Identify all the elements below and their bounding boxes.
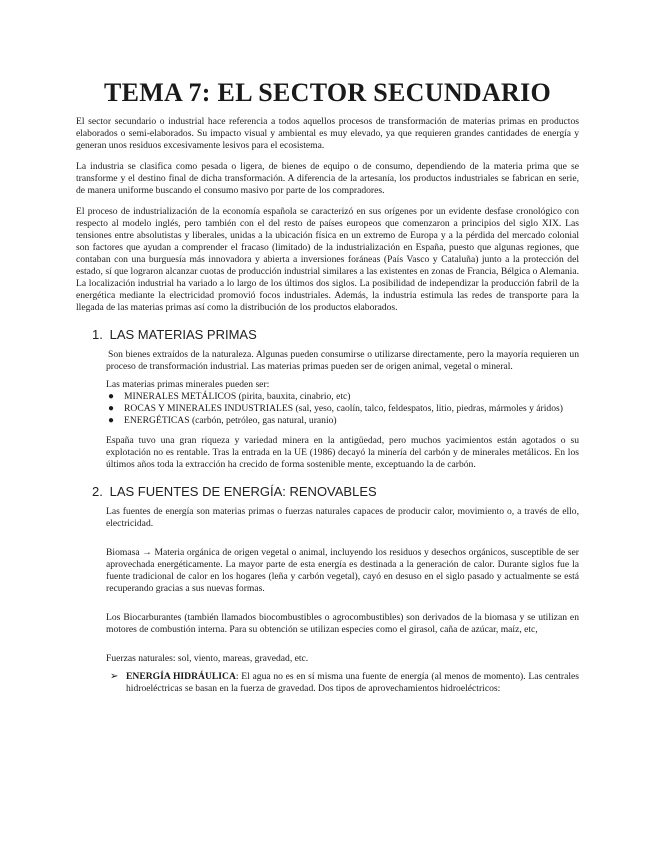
arrow-bullet-icon: ➢ xyxy=(110,671,119,682)
list-item: ● MINERALES METÁLICOS (pirita, bauxita, cinabrio, etc) xyxy=(108,391,351,402)
page-title: TEMA 7: EL SECTOR SECUNDARIO xyxy=(103,78,552,107)
materias-paragraph-2: España tuvo una gran riqueza y variedad minera en la antigüedad, pero muchos yacimientos están agotados o su explotación no es rentable. Tras la entrada en la UE (1986) decayó la minería del carbón y de minerales metálicos. En los últimos años toda la extracción ha crecido de forma sostenible mente, exceptuando la de carbón. xyxy=(106,435,579,470)
section-title: LAS FUENTES DE ENERGÍA: RENOVABLES xyxy=(109,484,377,499)
intro-paragraph-3: El proceso de industrialización de la economía española se caracterizó en sus orígenes por un evidente desfase cronológico con respecto al modelo inglés, pero también con el del resto de países europeos que comenzaron a principios del siglo XIX. Las tensiones entre absolutistas y liberales, unidas a la ubicación física en un extremo de Europa y a la pérdida del mercado colonial son factores que ayudan a comprender el fracaso (limitado) de la industrialización en España, puesto que algunas regiones, que contaban con una burguesía más innovadora y abierta a inversiones foráneas (País Vasco y Cataluña) junto a la protección del estado, sí que lograron alcanzar cuotas de producción industrial similares a las existentes en zonas de Francia, Bélgica o Alemania. La localización industrial ha variado a lo largo de los últimos dos siglos. La posibilidad de independizar la producción fabril de la energética mediante la electricidad promovió focos industriales. Además, la industria estimula las redes de transporte para la llegada de las materias primas así como la distribución de los productos elaborados. xyxy=(76,206,579,313)
bullet-icon: ● xyxy=(108,403,115,414)
bullet-icon: ● xyxy=(108,391,115,402)
biomasa-paragraph: Biomasa → Materia orgánica de origen vegetal o animal, incluyendo los residuos y desechos orgánicos, susceptible de ser aprovechada energéticamente. La mayor parte de esta energía es destinada a la generación de calor. Durante siglos fue la fuente tradicional de calor en los hogares (leña y carbón vegetal), cayó en desuso en el siglo pasado y actualmente se está recuperando gracias a sus nuevas formas. xyxy=(106,547,579,594)
hydro-paragraph xyxy=(126,671,579,695)
section-number: 1. xyxy=(92,327,103,342)
section-heading-fuentes-energia xyxy=(92,484,579,500)
biocarburantes-paragraph: Los Biocarburantes (también llamados biocombustibles o agrocombustibles) son derivados de la biomasa y se utilizan en motores de combustión interna. Para su obtención se utilizan especies como el girasol, caña de azúcar, maíz, etc, xyxy=(106,612,579,635)
hydro-text: : El agua no es en sí misma una fuente de energía (al menos de momento). Las centrales hidroeléctricas se basan en la fuerza de gravedad. Dos tipos de aprovechamientos hidroeléctricos: xyxy=(126,671,580,694)
bullet-icon: ● xyxy=(108,415,115,426)
section-title: LAS MATERIAS PRIMAS xyxy=(109,327,257,342)
intro-paragraph-2: La industria se clasifica como pesada o ligera, de bienes de equipo o de consumo, dependiendo de la materia prima que se transforme y el destino final de dicha transformación. A diferencia de la artesanía, los productos industriales se fabrican en serie, de manera uniforme buscando el consumo masivo por parte de los compradores. xyxy=(76,161,579,196)
fuerzas-naturales-paragraph: Fuerzas naturales: sol, viento, mareas, gravedad, etc. xyxy=(106,653,309,664)
section-heading-materias-primas xyxy=(92,327,579,343)
hydro-item xyxy=(110,671,579,695)
materias-paragraph-1: Son bienes extraídos de la naturaleza. Algunas pueden consumirse o utilizarse directamente, pero la mayoría requieren un proceso de transformación industrial. Las materias primas pueden ser de origen animal, vegetal o mineral. xyxy=(106,349,579,372)
list-item: ● ROCAS Y MINERALES INDUSTRIALES (sal, yeso, caolín, talco, feldespatos, litio, piedras, mármoles y áridos) xyxy=(108,403,563,414)
section-number: 2. xyxy=(92,484,103,499)
intro-paragraph-1: El sector secundario o industrial hace referencia a todos aquellos procesos de transformación de materias primas en productos elaborados o semi-elaborados. Su impacto visual y ambiental es muy elevado, ya que requieren grandes cantidades de energía y generan unos residuos excesivamente lesivos para el ecosistema. xyxy=(76,116,579,151)
energia-paragraph-1: Las fuentes de energía son materias primas o fuerzas naturales capaces de producir calor, movimiento o, a través de ello, electricidad. xyxy=(106,506,579,529)
hydro-title: ENERGÍA HIDRÁULICA xyxy=(126,671,236,682)
list-item: ● ENERGÉTICAS (carbón, petróleo, gas natural, uranio) xyxy=(108,415,337,426)
materias-list-intro: Las materias primas minerales pueden ser: xyxy=(106,379,270,390)
minerals-list xyxy=(106,391,579,427)
